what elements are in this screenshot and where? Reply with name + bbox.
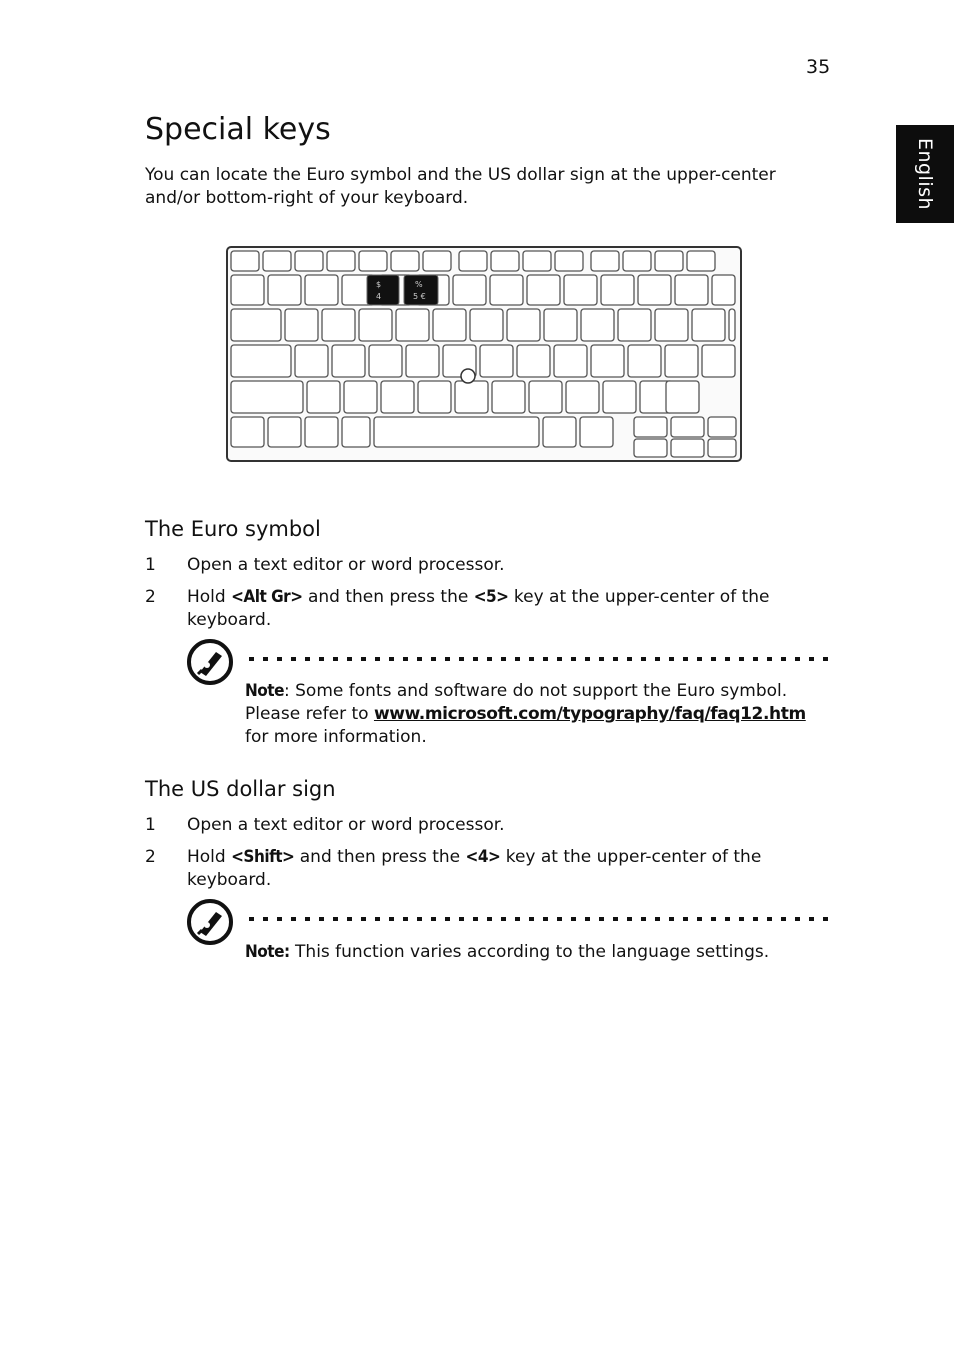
dollar-key-bottom: 4 [376, 292, 382, 301]
keyboard-key [712, 275, 735, 305]
keyboard-key [628, 345, 661, 377]
keyboard-key [285, 309, 318, 341]
keyboard-key [268, 417, 301, 447]
keyboard-key [406, 345, 439, 377]
keyboard-key [665, 345, 698, 377]
keyboard-key [492, 381, 525, 413]
keyboard-key [601, 275, 634, 305]
keyboard-key [666, 381, 699, 413]
keyboard-key [231, 309, 281, 341]
keyboard-key [322, 309, 355, 341]
keyboard-key [618, 309, 651, 341]
keyboard-key [591, 345, 624, 377]
keyboard-key [470, 309, 503, 341]
keyboard-key [231, 417, 264, 447]
keyboard-key [708, 439, 736, 457]
keyboard-key [517, 345, 550, 377]
keyboard-key [671, 439, 704, 457]
keyboard-key [327, 251, 355, 271]
keyboard-key [555, 251, 583, 271]
keyboard-illustration [226, 246, 742, 462]
keyboard-key [344, 381, 377, 413]
step-text: Hold <Shift> and then press the <4> key at the upper-center of the keyboard. [187, 847, 762, 890]
euro-section-heading: The Euro symbol [145, 517, 321, 541]
keyboard-key [305, 275, 338, 305]
note-separator [247, 916, 830, 922]
keyboard-key [523, 251, 551, 271]
keyboard-key [687, 251, 715, 271]
keyboard-key [591, 251, 619, 271]
keyboard-key [359, 251, 387, 271]
euro-key-top: % [415, 280, 423, 289]
step-text: Open a text editor or word processor. [187, 555, 505, 575]
keyboard-key [396, 309, 429, 341]
keyboard-key [231, 381, 303, 413]
keyboard-key [381, 381, 414, 413]
step-number: 1 [145, 555, 156, 575]
keyboard-key [634, 417, 667, 437]
alt-gr-key-label: <Alt Gr> [231, 587, 303, 607]
keyboard-key [490, 275, 523, 305]
keyboard-key [702, 345, 735, 377]
keyboard-key [295, 345, 328, 377]
keyboard-key [638, 275, 671, 305]
keyboard-key [675, 275, 708, 305]
keyboard-key [655, 251, 683, 271]
keyboard-key [623, 251, 651, 271]
dollar-note: Note: This function varies according to the language settings. [245, 942, 770, 962]
keyboard-key [554, 345, 587, 377]
note-label: Note [245, 681, 284, 701]
note-icon [186, 638, 234, 686]
four-key-label: <4> [465, 847, 501, 867]
euro-key-bottom: 5 € [413, 292, 426, 301]
keyboard-key [671, 417, 704, 437]
note-separator [247, 656, 830, 662]
dollar-section-heading: The US dollar sign [145, 777, 336, 801]
keyboard-key [491, 251, 519, 271]
keyboard-key [369, 345, 402, 377]
keyboard-key [332, 345, 365, 377]
keyboard-key [603, 381, 636, 413]
keyboard-key [342, 417, 370, 447]
typography-faq-link[interactable]: www.microsoft.com/typography/faq/faq12.htm [373, 704, 806, 724]
keyboard-key [566, 381, 599, 413]
keyboard-key [231, 251, 259, 271]
keyboard-key [374, 417, 539, 447]
keyboard-key [580, 417, 613, 447]
language-tab [896, 125, 954, 223]
keyboard-key [391, 251, 419, 271]
step-number: 2 [145, 587, 156, 607]
keyboard-key [692, 309, 725, 341]
keyboard-key [268, 275, 301, 305]
keyboard-key [231, 275, 264, 305]
keyboard-key [418, 381, 451, 413]
keyboard-key [433, 309, 466, 341]
five-key-label: <5> [473, 587, 509, 607]
keyboard-key [507, 309, 540, 341]
keyboard-key [295, 251, 323, 271]
step-number: 1 [145, 815, 156, 835]
page-number: 35 [806, 56, 831, 78]
step-text: Hold <Alt Gr> and then press the <5> key at the upper-center of the keyboard. [187, 587, 770, 630]
keyboard-key [529, 381, 562, 413]
pointing-stick [461, 369, 475, 383]
keyboard-key [307, 381, 340, 413]
euro-note: Note: Some fonts and software do not support the Euro symbol. Please refer to www.microsoft.com/typography/faq/faq12.htm for more information. [245, 681, 806, 747]
note-label: Note: [245, 942, 290, 962]
keyboard-key [231, 345, 291, 377]
keyboard-key [544, 309, 577, 341]
page-title: Special keys [145, 112, 331, 147]
keyboard-key [459, 251, 487, 271]
keyboard-key [655, 309, 688, 341]
note-icon [186, 898, 234, 946]
keyboard-key [729, 309, 735, 341]
intro-paragraph: You can locate the Euro symbol and the US dollar sign at the upper-center and/or bottom-right of your keyboard. [145, 165, 776, 208]
language-tab-label: English [914, 137, 937, 211]
keyboard-key [543, 417, 576, 447]
step-text: Open a text editor or word processor. [187, 815, 505, 835]
keyboard-key [423, 251, 451, 271]
keyboard-key [305, 417, 338, 447]
dollar-key-top: $ [376, 280, 382, 289]
keyboard-key [480, 345, 513, 377]
keyboard-key [564, 275, 597, 305]
keyboard-key [634, 439, 667, 457]
shift-key-label: <Shift> [231, 847, 295, 867]
keyboard-key [263, 251, 291, 271]
keyboard-key [359, 309, 392, 341]
keyboard-key [455, 381, 488, 413]
keyboard-key [708, 417, 736, 437]
keyboard-key [453, 275, 486, 305]
step-number: 2 [145, 847, 156, 867]
keyboard-key [527, 275, 560, 305]
keyboard-key [581, 309, 614, 341]
